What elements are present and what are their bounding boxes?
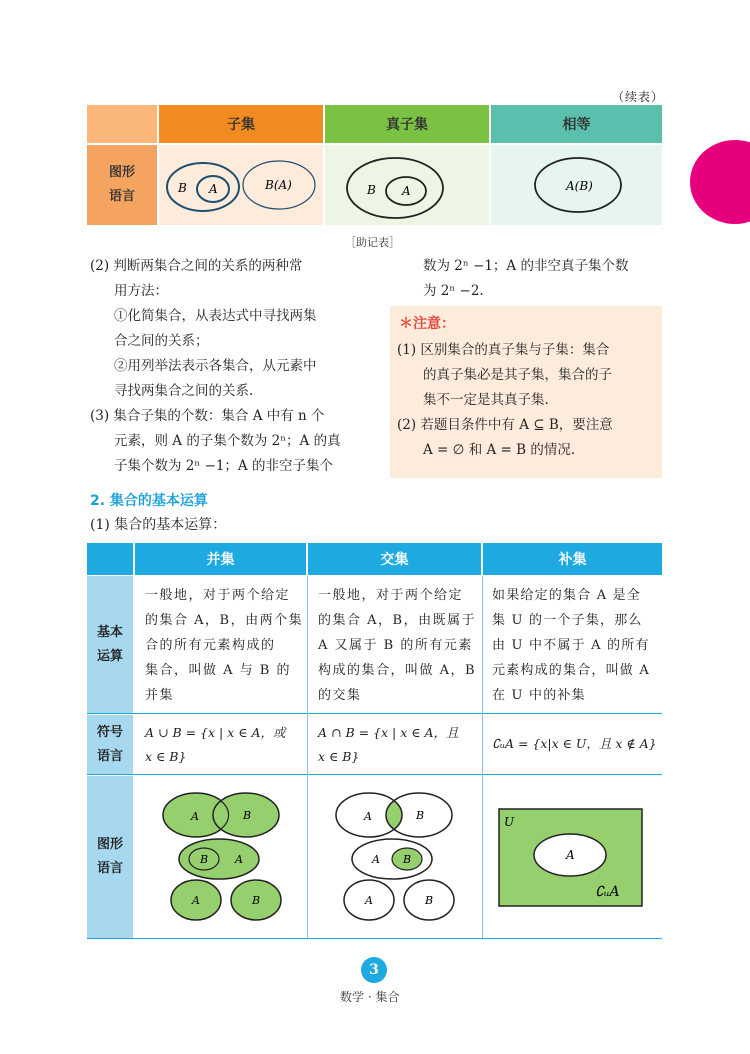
subset-venn-diagram [159,145,323,225]
complement-definition: 如果给定的集合 A 是全 集 U 的一个子集，那么 由 U 中不属于 A 的所有 元素构成的集合，叫做 A 在 U 中的补集 [492,588,650,703]
venn-label-a: A [365,894,373,907]
memory-table-label: ［助记表］ [345,236,400,249]
table1-row-label: 图形 语言 [87,145,157,225]
row-label-graphic: 图形 语言 [87,776,133,938]
venn-label-b: B [243,809,252,822]
table1-header-proper-subset: 真子集 [325,105,489,143]
subset-diagram-cell [159,145,323,225]
proper-a-label: A [402,184,411,198]
venn-label-complement: ∁ᵤA [595,884,620,900]
venn-label-a: A [364,810,372,823]
table2-header-union: 并集 [135,543,306,575]
union-symbol: A ∪ B = {x | x ∈ A，或 x ∈ B} [145,725,286,764]
venn-label-a: A [192,894,200,907]
subsection-heading: (1) 集合的基本运算： [90,517,227,533]
venn-label-b: B [416,809,425,822]
page-footer: 数学 · 集合 [340,990,400,1004]
table2-header-intersection: 交集 [308,543,481,575]
table1-header-equal: 相等 [491,105,662,143]
venn-label-b: B [403,853,412,866]
equal-ab-label: A(B) [566,179,593,193]
venn-label-u: U [504,815,515,829]
continued-label: （续表） [612,90,665,104]
decorative-tab [690,140,750,224]
row-label-symbol: 符号 语言 [87,715,133,774]
table1-corner [87,105,157,143]
intersection-venn-diagrams [308,776,481,936]
table2-corner [87,543,133,575]
venn-label-a: A [566,848,575,862]
union-venn-diagrams [135,776,306,936]
union-definition: 一般地，对于两个给定 的集合 A，B，由两个集 合的所有元素构成的 集合，叫做 A 与 B 的 并集 [145,588,304,703]
left-column-text: (2) 判断两集合之间的关系的两种常 用方法： ①化简集合，从表达式中寻找两集 合之间的关系； ②用列举法表示各集合，从元素中 寻找两集合之间的关系. (3) 集合子集的个数：集合 A 中有 n 个 元素，则 A 的子集个数为 2ⁿ；A 的真 子集个数为 2ⁿ −1；A 的非空子集个 [90,258,341,474]
equal-venn-diagram [491,145,662,225]
row-divider [87,713,662,714]
venn-label-b: B [200,853,209,866]
venn-label-a: A [372,853,380,866]
intersection-symbol: A ∩ B = {x | x ∈ A，且 x ∈ B} [318,725,459,764]
table2-header-complement: 补集 [483,543,662,575]
subset-b-label: B [178,181,187,195]
note-title: ＊注意： [399,316,455,332]
subset-ba-label: B(A) [265,178,292,192]
proper-b-label: B [367,183,376,197]
subset-relation-table [87,105,662,225]
page-number: 3 [361,957,387,983]
right-column-text: 数为 2ⁿ −1；A 的非空真子集个数 为 2ⁿ −2. [423,258,629,299]
table1-header-subset: 子集 [159,105,323,143]
row-label-operation: 基本 运算 [87,576,133,713]
subset-a-label: A [209,182,218,196]
equal-diagram-cell [491,145,662,225]
note-text: (1) 区别集合的真子集与子集：集合 的真子集必是其子集，集合的子 集不一定是其真子集. (2) 若题目条件中有 A ⊆ B，要注意 A = ∅ 和 A = B 的情况. [397,342,613,458]
proper-subset-diagram-cell [325,145,489,225]
complement-symbol: ∁ᵤA = {x|x ∈ U，且 x ∉ A} [492,736,657,751]
row-divider [87,774,662,775]
complement-venn-diagram [483,776,662,936]
table-bottom-border [87,938,662,939]
venn-label-a: A [191,810,199,823]
proper-subset-venn-diagram [325,145,489,225]
venn-label-b: B [425,894,434,907]
venn-label-a: A [235,853,243,866]
venn-label-b: B [252,894,261,907]
intersection-definition: 一般地，对于两个给定 的集合 A，B，由既属于 A 又属于 B 的所有元素 构成的集合，叫做 A，B 的交集 [318,588,477,703]
section-heading: 2. 集合的基本运算 [90,493,208,509]
